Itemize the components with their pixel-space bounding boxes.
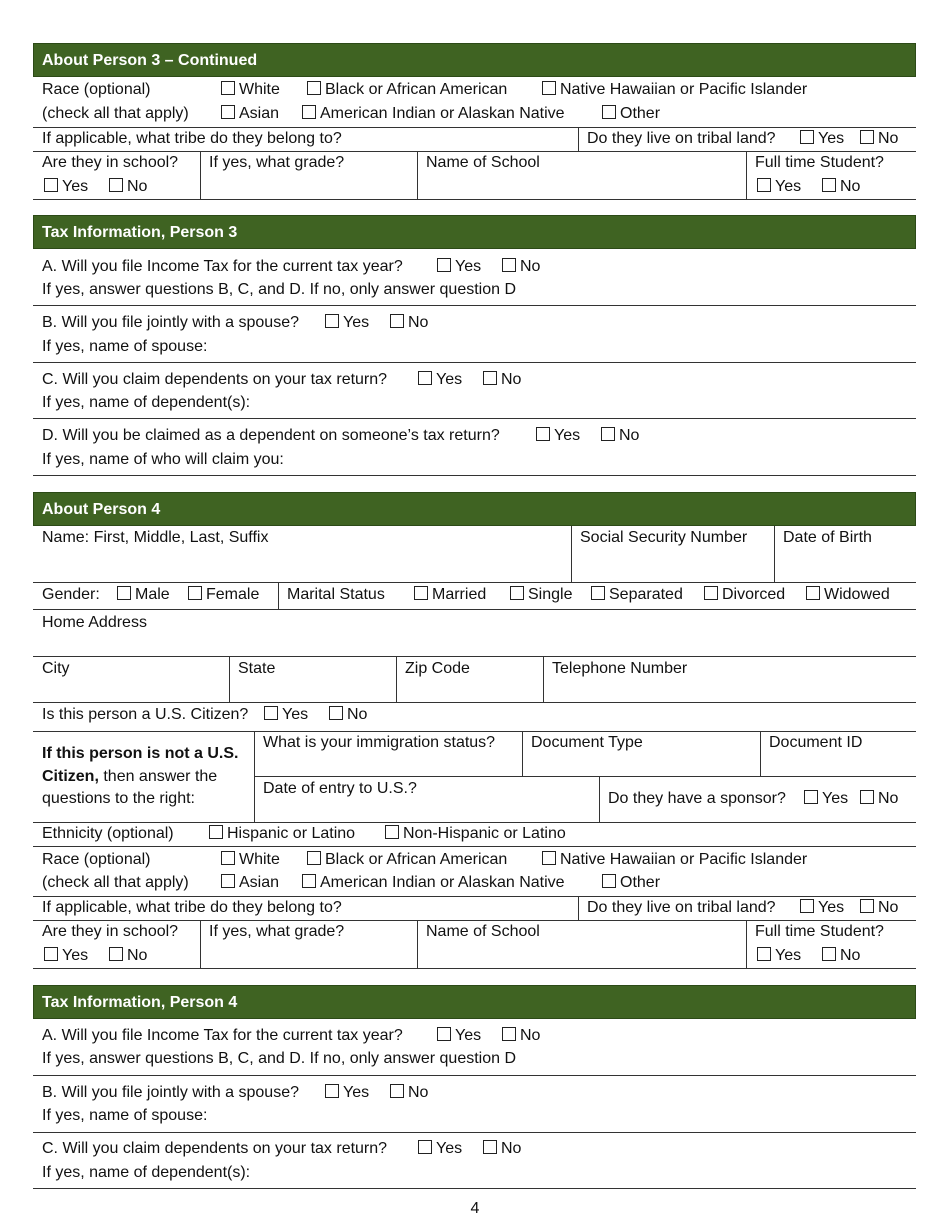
in-school4-yes-checkbox[interactable]: Yes: [44, 946, 88, 966]
checkbox-icon: [109, 947, 123, 961]
page-number: 4: [470, 1200, 480, 1217]
checkbox-icon: [502, 258, 516, 272]
tax-a-note: If yes, answer questions B, C, and D. If no, only answer question D: [42, 1050, 517, 1067]
checkbox-icon: [704, 586, 718, 600]
gender-male-checkbox[interactable]: Male: [117, 585, 170, 605]
marital-divorced-checkbox[interactable]: Divorced: [704, 585, 785, 605]
section-header-tax-person4: [33, 985, 916, 1019]
tax-d-question: D. Will you be claimed as a dependent on someone’s tax return?: [42, 427, 500, 444]
divider: [33, 418, 916, 419]
checkbox-icon: [117, 586, 131, 600]
tax-a-note: If yes, answer questions B, C, and D. If no, only answer question D: [42, 281, 517, 298]
checkbox-icon: [109, 178, 123, 192]
tribal-land-yes-checkbox[interactable]: Yes: [800, 129, 844, 149]
divider: [33, 1188, 916, 1189]
in-school-yes-checkbox[interactable]: Yes: [44, 177, 88, 197]
tax3-c-yes-checkbox[interactable]: Yes: [418, 370, 462, 390]
race4-other-checkbox[interactable]: Other: [602, 873, 660, 893]
in-school-label: Are they in school?: [42, 923, 179, 940]
checkbox-icon: [325, 314, 339, 328]
checkbox-icon: [44, 947, 58, 961]
gender-label: Gender:: [42, 586, 100, 603]
divider: [33, 362, 916, 363]
checkbox-icon: [601, 427, 615, 441]
checkbox-icon: [329, 706, 343, 720]
tax-b-question: B. Will you file jointly with a spouse?: [42, 314, 299, 331]
immigration-status-label[interactable]: What is your immigration status?: [263, 734, 496, 751]
full-time4-yes-checkbox[interactable]: Yes: [757, 946, 801, 966]
tribe-label[interactable]: If applicable, what tribe do they belong to?: [42, 130, 342, 147]
marital-widowed-checkbox[interactable]: Widowed: [806, 585, 890, 605]
check-all-label: (check all that apply): [42, 874, 189, 891]
tax3-d-yes-checkbox[interactable]: Yes: [536, 426, 580, 446]
divider: [396, 656, 397, 702]
ethnicity-non-hispanic-checkbox[interactable]: Non-Hispanic or Latino: [385, 824, 566, 844]
checkbox-icon: [860, 130, 874, 144]
divider: [417, 151, 418, 199]
tax3-a-yes-checkbox[interactable]: Yes: [437, 257, 481, 277]
name-label[interactable]: Name: First, Middle, Last, Suffix: [42, 529, 269, 546]
noncitizen-label-line1: If this person is not a U.S.: [42, 745, 239, 762]
divider: [746, 920, 747, 968]
in-school-label: Are they in school?: [42, 154, 179, 171]
checkbox-icon: [822, 178, 836, 192]
checkbox-icon: [536, 427, 550, 441]
marital-single-checkbox[interactable]: Single: [510, 585, 572, 605]
race4-white-checkbox[interactable]: White: [221, 850, 280, 870]
ssn-label[interactable]: Social Security Number: [580, 529, 748, 546]
citizen-label: Is this person a U.S. Citizen?: [42, 706, 249, 723]
divider: [571, 526, 572, 582]
divider: [200, 920, 201, 968]
tax-b-note[interactable]: If yes, name of spouse:: [42, 338, 208, 355]
full-time4-no-checkbox[interactable]: No: [822, 946, 860, 966]
divider: [599, 776, 600, 822]
checkbox-icon: [221, 81, 235, 95]
tax-c-note[interactable]: If yes, name of dependent(s):: [42, 394, 251, 411]
race4-hawaiian-checkbox[interactable]: Native Hawaiian or Pacific Islander: [542, 850, 807, 870]
tax4-a-yes-checkbox[interactable]: Yes: [437, 1026, 481, 1046]
tax3-c-no-checkbox[interactable]: No: [483, 370, 521, 390]
divider: [33, 151, 916, 152]
tax-c-question: C. Will you claim dependents on your tax return?: [42, 371, 388, 388]
tribal-land4-yes-checkbox[interactable]: Yes: [800, 898, 844, 918]
divider: [33, 702, 916, 703]
section-title: Tax Information, Person 4: [42, 994, 238, 1011]
tax4-b-yes-checkbox[interactable]: Yes: [325, 1083, 369, 1103]
school-name-label[interactable]: Name of School: [426, 923, 540, 940]
checkbox-icon: [804, 790, 818, 804]
citizen-no-checkbox[interactable]: No: [329, 705, 367, 725]
full-time-yes-checkbox[interactable]: Yes: [757, 177, 801, 197]
full-time-label: Full time Student?: [755, 923, 884, 940]
checkbox-icon: [302, 874, 316, 888]
tax4-c-yes-checkbox[interactable]: Yes: [418, 1139, 462, 1159]
tribe-label[interactable]: If applicable, what tribe do they belong to?: [42, 899, 342, 916]
divider: [33, 846, 916, 847]
checkbox-icon: [302, 105, 316, 119]
checkbox-icon: [307, 851, 321, 865]
checkbox-icon: [385, 825, 399, 839]
tribal-land-label: Do they live on tribal land?: [587, 899, 776, 916]
checkbox-icon: [221, 874, 235, 888]
tribal-land-label: Do they live on tribal land?: [587, 130, 776, 147]
section-title: About Person 4: [42, 501, 161, 518]
checkbox-icon: [44, 178, 58, 192]
divider: [522, 731, 523, 776]
divider: [578, 127, 579, 151]
divider: [33, 127, 916, 128]
divider: [229, 656, 230, 702]
race4-american-indian-checkbox[interactable]: American Indian or Alaskan Native: [302, 873, 565, 893]
section-header-person3-continued: [33, 43, 916, 77]
tax4-a-no-checkbox[interactable]: No: [502, 1026, 540, 1046]
document-type-label[interactable]: Document Type: [531, 734, 643, 751]
divider: [33, 1132, 916, 1133]
divider: [578, 896, 579, 920]
tax-c-question: C. Will you claim dependents on your tax return?: [42, 1140, 388, 1157]
checkbox-icon: [221, 851, 235, 865]
checkbox-icon: [418, 1140, 432, 1154]
tax3-d-no-checkbox[interactable]: No: [601, 426, 639, 446]
sponsor-no-checkbox[interactable]: No: [860, 789, 898, 809]
dob-label[interactable]: Date of Birth: [783, 529, 872, 546]
divider: [543, 656, 544, 702]
checkbox-icon: [602, 874, 616, 888]
tax3-b-no-checkbox[interactable]: No: [390, 313, 428, 333]
tax4-c-no-checkbox[interactable]: No: [483, 1139, 521, 1159]
in-school-no-checkbox[interactable]: No: [109, 177, 147, 197]
section-title: About Person 3 – Continued: [42, 52, 258, 69]
sponsor-label: Do they have a sponsor?: [608, 790, 786, 807]
checkbox-icon: [221, 105, 235, 119]
divider: [33, 609, 916, 610]
race-label: Race (optional): [42, 851, 151, 868]
checkbox-icon: [800, 130, 814, 144]
tribal-land-no-checkbox[interactable]: No: [860, 129, 898, 149]
state-label[interactable]: State: [238, 660, 276, 677]
home-address-label[interactable]: Home Address: [42, 614, 147, 631]
checkbox-icon: [510, 586, 524, 600]
race4-black-checkbox[interactable]: Black or African American: [307, 850, 507, 870]
tax-d-note[interactable]: If yes, name of who will claim you:: [42, 451, 284, 468]
race-other-checkbox[interactable]: Other: [602, 104, 660, 124]
divider: [33, 920, 916, 921]
tax-a-question: A. Will you file Income Tax for the current tax year?: [42, 1027, 403, 1044]
divider: [33, 822, 916, 823]
divider: [33, 475, 916, 476]
race-hawaiian-checkbox[interactable]: Native Hawaiian or Pacific Islander: [542, 80, 807, 100]
tax-b-note[interactable]: If yes, name of spouse:: [42, 1107, 208, 1124]
checkbox-icon: [806, 586, 820, 600]
zip-label[interactable]: Zip Code: [405, 660, 470, 677]
divider: [774, 526, 775, 582]
ethnicity-hispanic-checkbox[interactable]: Hispanic or Latino: [209, 824, 355, 844]
checkbox-icon: [325, 1084, 339, 1098]
tax-b-question: B. Will you file jointly with a spouse?: [42, 1084, 299, 1101]
gender-female-checkbox[interactable]: Female: [188, 585, 259, 605]
checkbox-icon: [209, 825, 223, 839]
in-school4-no-checkbox[interactable]: No: [109, 946, 147, 966]
divider: [254, 776, 916, 777]
entry-date-label[interactable]: Date of entry to U.S.?: [263, 780, 417, 797]
phone-label[interactable]: Telephone Number: [552, 660, 688, 677]
checkbox-icon: [483, 371, 497, 385]
tax-a-question: A. Will you file Income Tax for the current tax year?: [42, 258, 403, 275]
checkbox-icon: [602, 105, 616, 119]
marital-label: Marital Status: [287, 586, 385, 603]
divider: [746, 151, 747, 199]
checkbox-icon: [437, 1027, 451, 1041]
checkbox-icon: [414, 586, 428, 600]
divider: [33, 1075, 916, 1076]
grade-label[interactable]: If yes, what grade?: [209, 923, 345, 940]
section-header-tax-person3: [33, 215, 916, 249]
divider: [33, 656, 916, 657]
checkbox-icon: [822, 947, 836, 961]
race-label: Race (optional): [42, 81, 151, 98]
tax3-b-yes-checkbox[interactable]: Yes: [325, 313, 369, 333]
divider: [278, 582, 279, 609]
checkbox-icon: [542, 81, 556, 95]
document-id-label[interactable]: Document ID: [769, 734, 863, 751]
race-white-checkbox[interactable]: White: [221, 80, 280, 100]
checkbox-icon: [757, 947, 771, 961]
checkbox-icon: [542, 851, 556, 865]
noncitizen-label-line2: Citizen, then answer the: [42, 768, 218, 785]
divider: [33, 305, 916, 306]
divider: [33, 968, 916, 969]
divider: [760, 731, 761, 776]
marital-married-checkbox[interactable]: Married: [414, 585, 486, 605]
checkbox-icon: [860, 790, 874, 804]
section-header-person4: [33, 492, 916, 526]
checkbox-icon: [591, 586, 605, 600]
checkbox-icon: [437, 258, 451, 272]
checkbox-icon: [390, 314, 404, 328]
section-title: Tax Information, Person 3: [42, 224, 238, 241]
checkbox-icon: [757, 178, 771, 192]
tribal-land4-no-checkbox[interactable]: No: [860, 898, 898, 918]
race-asian-checkbox[interactable]: Asian: [221, 104, 279, 124]
checkbox-icon: [188, 586, 202, 600]
noncitizen-label-line3: questions to the right:: [42, 790, 195, 807]
divider: [200, 151, 201, 199]
check-all-label: (check all that apply): [42, 105, 189, 122]
checkbox-icon: [800, 899, 814, 913]
divider: [33, 896, 916, 897]
citizen-yes-checkbox[interactable]: Yes: [264, 705, 308, 725]
sponsor-yes-checkbox[interactable]: Yes: [804, 789, 848, 809]
school-name-label[interactable]: Name of School: [426, 154, 540, 171]
checkbox-icon: [860, 899, 874, 913]
divider: [417, 920, 418, 968]
checkbox-icon: [264, 706, 278, 720]
race4-asian-checkbox[interactable]: Asian: [221, 873, 279, 893]
ethnicity-label: Ethnicity (optional): [42, 825, 174, 842]
race-black-checkbox[interactable]: Black or African American: [307, 80, 507, 100]
divider: [33, 731, 916, 732]
divider: [33, 582, 916, 583]
checkbox-icon: [483, 1140, 497, 1154]
divider: [33, 199, 916, 200]
checkbox-icon: [390, 1084, 404, 1098]
checkbox-icon: [307, 81, 321, 95]
checkbox-icon: [502, 1027, 516, 1041]
full-time-label: Full time Student?: [755, 154, 884, 171]
grade-label[interactable]: If yes, what grade?: [209, 154, 345, 171]
tax3-a-no-checkbox[interactable]: No: [502, 257, 540, 277]
tax4-b-no-checkbox[interactable]: No: [390, 1083, 428, 1103]
city-label[interactable]: City: [42, 660, 70, 677]
race-american-indian-checkbox[interactable]: American Indian or Alaskan Native: [302, 104, 565, 124]
full-time-no-checkbox[interactable]: No: [822, 177, 860, 197]
checkbox-icon: [418, 371, 432, 385]
marital-separated-checkbox[interactable]: Separated: [591, 585, 683, 605]
tax-c-note[interactable]: If yes, name of dependent(s):: [42, 1164, 251, 1181]
